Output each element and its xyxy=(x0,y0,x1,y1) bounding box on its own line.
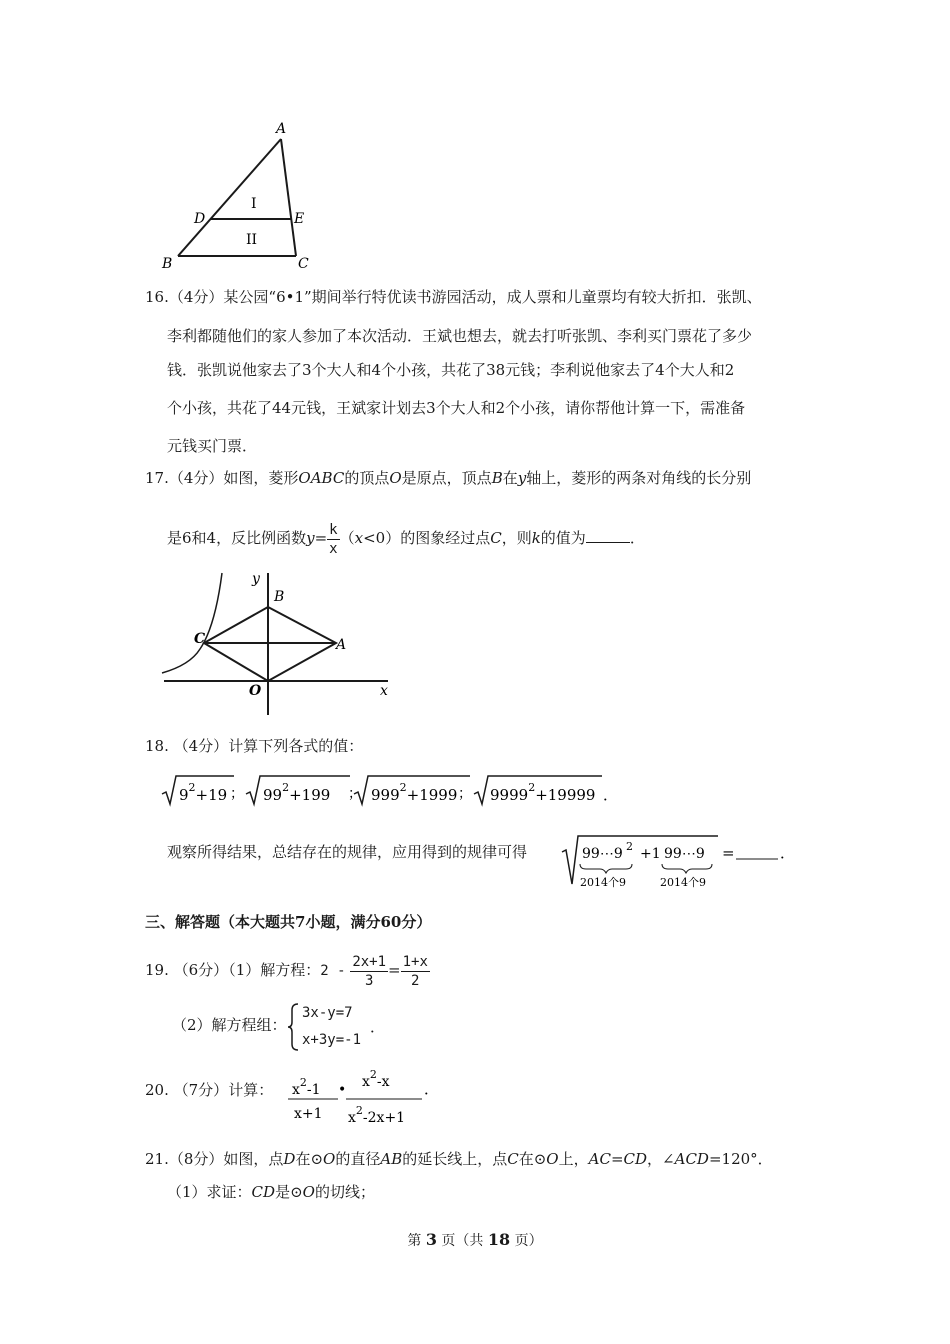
q17-text-c: 是原点，顶点 xyxy=(401,469,492,487)
region-1-label: I xyxy=(251,196,257,212)
svg-text:+1: +1 xyxy=(640,846,661,862)
q21-var-d: D xyxy=(283,1150,296,1168)
q21-var-acd: ACD xyxy=(674,1150,709,1168)
q21-line1 xyxy=(145,1149,773,1169)
q19-frac1-num: 2x+1 xyxy=(352,953,387,970)
q21-text-f: 上， xyxy=(558,1150,589,1168)
svg-text:9992+1999: $999^2+1999$ xyxy=(371,781,458,804)
radical-3 xyxy=(354,776,472,804)
q21-var-ab: AB xyxy=(380,1150,403,1168)
q21-text-c: 的直径 xyxy=(335,1150,381,1168)
underbrace-1 xyxy=(580,864,632,873)
q17-var-k: k xyxy=(531,529,541,547)
q21-number: 21. xyxy=(145,1150,169,1168)
q17-frac-num: k xyxy=(329,521,338,538)
q17-text-2d: ，则 xyxy=(501,529,532,547)
q16-line3: 钱．张凯说他家去了3个大人和4个小孩，共花了38元钱；李利说他家去了4个大人和2 xyxy=(167,361,735,379)
svg-text:；: ； xyxy=(458,786,472,802)
q17-number: 17. xyxy=(145,469,169,487)
q18-observe: 观察所得结果，总结存在的规律，应用得到的规律可得 xyxy=(167,843,528,861)
axis-label-x: x xyxy=(380,683,388,699)
q17-var-y: y xyxy=(517,469,527,487)
svg-text:；: ； xyxy=(230,786,244,802)
q20-expression xyxy=(286,1068,446,1132)
q21-text-e: 在⊙ xyxy=(518,1150,547,1168)
q18-big-radical xyxy=(560,828,800,890)
svg-text:x+1: x+1 xyxy=(294,1106,323,1122)
q19-part2: （2）解方程组： xyxy=(172,1016,287,1034)
q20-line1 xyxy=(145,1080,273,1100)
label-e: E xyxy=(294,211,305,227)
q17-text-a: 如图，菱形 xyxy=(223,469,299,487)
q21-var-o: O xyxy=(323,1150,336,1168)
page-footer xyxy=(0,1230,950,1251)
svg-text:．: ． xyxy=(603,786,619,804)
q21-text-h: ，∠ xyxy=(647,1150,675,1168)
svg-text:．: ． xyxy=(424,1080,440,1098)
q17-text-d: 在 xyxy=(502,469,518,487)
label-b: B xyxy=(162,256,173,272)
q21-var-ac: AC xyxy=(588,1150,611,1168)
svg-text:2: 2 xyxy=(626,840,633,853)
q18-number: 18. xyxy=(145,737,169,755)
q17-var-oabc: OABC xyxy=(298,469,345,487)
label-c: C xyxy=(298,256,309,272)
q19-eq-lead: 2 - xyxy=(320,963,346,979)
q21-text-b: 在⊙ xyxy=(295,1150,324,1168)
q17-text-2b: （ xyxy=(339,529,355,547)
q17-var-c: C xyxy=(490,529,502,547)
q16-line5: 元钱买门票． xyxy=(167,437,258,455)
q17-line2 xyxy=(167,518,645,558)
svg-text:．: ． xyxy=(780,844,796,862)
q17-fraction xyxy=(327,521,339,558)
q19-line1 xyxy=(145,950,430,991)
q17-frac-den: x xyxy=(329,540,338,557)
q19-brace xyxy=(286,1002,300,1052)
q17-line1 xyxy=(145,468,751,488)
label-a: A xyxy=(336,637,347,653)
side-ac xyxy=(281,139,296,256)
q19-score: （6分） xyxy=(173,961,229,979)
q19-frac-1 xyxy=(350,953,388,990)
svg-text:x2-2x+1: $x^2-2x+1$ xyxy=(348,1104,406,1126)
q17-text-e: 轴上，菱形的两条对角线的长分别 xyxy=(526,469,752,487)
q17-text-2e: 的值为 xyxy=(540,529,586,547)
axis-label-y: y xyxy=(252,571,260,587)
q17-var-y2: y xyxy=(306,529,315,547)
hyperbola-curve xyxy=(162,573,222,673)
label-a: A xyxy=(276,121,287,137)
q19-part1: （1）解方程： xyxy=(228,961,321,979)
radical-1 xyxy=(162,776,244,804)
q20-prompt: 计算： xyxy=(228,1081,274,1099)
q20-number: 20. xyxy=(145,1081,169,1099)
q17-score: （4分） xyxy=(168,469,224,487)
q21-part1-b: 是⊙ xyxy=(275,1183,303,1201)
svg-text:2014个9: 2014个9 xyxy=(660,876,706,889)
footer-pre: 第 xyxy=(407,1233,426,1249)
q19-sys1: 3x-y=7 xyxy=(302,1005,353,1021)
q19-sys2: x+3y=-1 xyxy=(302,1032,362,1048)
radical-4 xyxy=(474,776,618,804)
q16-line2: 李利都随他们的家人参加了本次活动．王斌也想去，就去打听张凯、李利买门票花了多少 xyxy=(167,327,753,345)
q16-number: 16. xyxy=(145,288,169,306)
q21-var-cd: CD xyxy=(623,1150,648,1168)
q17-var-b: B xyxy=(491,469,503,487)
svg-text:99⋯9: 99⋯9 xyxy=(664,846,705,862)
q21-part1-a: （1）求证： xyxy=(167,1183,252,1201)
q16-line1 xyxy=(145,287,762,307)
underbrace-2 xyxy=(662,864,712,873)
triangle-figure xyxy=(150,115,330,275)
q18-line1 xyxy=(145,736,363,756)
q17-var-x: x xyxy=(354,529,364,547)
q19-end: ． xyxy=(370,1018,386,1036)
q19-frac1-den: 3 xyxy=(364,972,374,989)
q19-number: 19. xyxy=(145,961,169,979)
radical-2 xyxy=(246,776,362,804)
q17-text-2c: <0）的图象经过点 xyxy=(363,529,491,547)
svg-text:992+199: $99^2+199$ xyxy=(263,781,331,804)
q17-eq: = xyxy=(314,529,328,547)
label-o: O xyxy=(249,683,262,699)
q18-score: （4分） xyxy=(173,737,229,755)
q21-text-a: 如图，点 xyxy=(223,1150,284,1168)
svg-text:•: • xyxy=(338,1082,347,1098)
q19-frac2-den: 2 xyxy=(411,972,420,989)
footer-mid: 页（共 xyxy=(436,1233,488,1249)
q21-part1-var2: O xyxy=(302,1183,315,1201)
rhombus-figure xyxy=(160,565,400,720)
svg-text:=: = xyxy=(722,844,735,862)
footer-post: 页） xyxy=(510,1233,543,1249)
label-b: B xyxy=(274,589,285,605)
footer-page-total: 18 xyxy=(487,1230,511,1249)
svg-text:x2-x: $x^2-x$ xyxy=(362,1068,390,1090)
q21-part1-var: CD xyxy=(251,1183,276,1201)
q21-text-d: 的延长线上，点 xyxy=(402,1150,508,1168)
q18-prompt: 计算下列各式的值： xyxy=(228,737,364,755)
svg-text:2014个9: 2014个9 xyxy=(580,876,626,889)
q21-text-g: = xyxy=(610,1150,624,1168)
q21-var-o2: O xyxy=(546,1150,559,1168)
q19-eq-mid: = xyxy=(388,961,401,979)
q21-var-c: C xyxy=(507,1150,519,1168)
q19-frac2-num: 1+x xyxy=(402,953,428,970)
q17-answer-blank[interactable] xyxy=(586,528,630,543)
q17-end: ． xyxy=(629,529,645,547)
svg-text:92+19: $9^2+19$ xyxy=(179,781,228,804)
q17-text-b: 的顶点 xyxy=(344,469,390,487)
q19-frac-2 xyxy=(401,953,430,990)
q16-score: （4分） xyxy=(168,288,224,306)
q21-part1-c: 的切线； xyxy=(314,1183,375,1201)
q17-text-2a: 是6和4，反比例函数 xyxy=(167,529,307,547)
svg-text:x2-1: $x^2-1$ xyxy=(292,1076,321,1098)
svg-text:99⋯9: 99⋯9 xyxy=(582,846,623,862)
region-2-label: II xyxy=(246,232,258,248)
section-3-title: 三、解答题（本大题共7小题，满分60分） xyxy=(145,913,432,931)
q20-score: （7分） xyxy=(173,1081,229,1099)
q21-text-i: =120°． xyxy=(708,1150,773,1168)
q18-radicals xyxy=(160,770,620,810)
footer-page-number: 3 xyxy=(425,1230,437,1249)
side-ab xyxy=(178,139,281,256)
q16-text-1: 某公园“6•1”期间举行特优读书游园活动，成人票和儿童票均有较大折扣．张凯、 xyxy=(223,288,762,306)
q21-part1 xyxy=(167,1182,375,1202)
label-d: D xyxy=(194,211,206,227)
q16-line4: 个小孩，共花了44元钱，王斌家计划去3个大人和2个小孩，请你帮他计算一下，需准备 xyxy=(167,399,746,417)
svg-text:99992+19999: $9999^2+19999$ xyxy=(490,781,596,804)
q21-score: （8分） xyxy=(168,1150,224,1168)
svg-text:；: ； xyxy=(348,786,362,802)
q17-var-o: O xyxy=(389,469,402,487)
label-c: C xyxy=(194,631,206,647)
